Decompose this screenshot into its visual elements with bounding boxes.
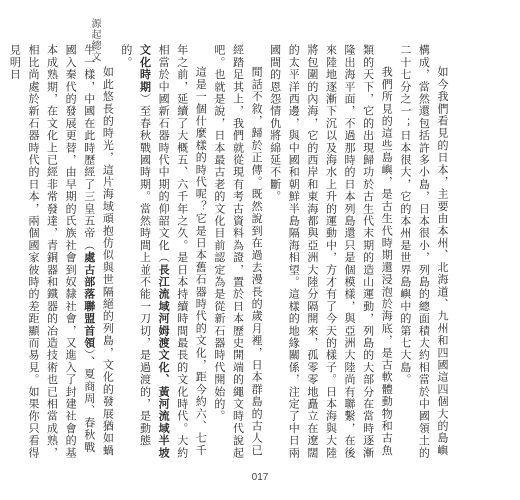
running-head: 源起總文 (89, 18, 100, 62)
paragraph (5, 44, 117, 464)
emphasized-text: 長江流域河姆渡文化、黃河流域半坡文化時期 (138, 44, 171, 459)
emphasized-text: 處古部落聯盟首領 (82, 251, 96, 350)
paragraph-text: 這是一個什麼樣的時代呢？它是日本舊石器時代的文化，距今約六、七千年之前，延續了大概五、六千年之久。是日本持續時間最長的文化時代。大約相當於中國新石器時代中期的仰韶文化（ (157, 44, 208, 459)
paragraph-text: ）至春秋戰國時期。當然時間上並不能一刀切，是過渡的，是動態的。 (119, 44, 152, 447)
paragraph (116, 44, 209, 464)
body-text (8, 44, 451, 464)
paragraph (265, 44, 395, 464)
page-number: 017 (251, 472, 269, 483)
paragraph-text: 如此悠長的時光，這片海域頑抱仿似與世隔絕的列島，文化的發展猶如蝸牛一樣，中國在此時歷經了三皇五帝（ (82, 44, 115, 457)
paragraph-text: 如今我們看見的日本，主要由本州、北海道、九州和四國這四個大的島嶼構成，當然還包括許多小島，日本很小，列島的總面積大約相當於中國領土的二十七分之一；日本很大，它的本州是世界島嶼中的第七大島。 (398, 44, 449, 459)
paragraph (209, 44, 265, 464)
paragraph (395, 44, 451, 464)
paragraph-text: ）、夏商周、春秋戰國入秦代的發展更替，由早期的氏族社會到奴隸社會，又進入了封建社會的基本成熟期，在文化上已經非常發達，青銅器和鐵器的冶造技術也已相當成熟，相比尚處於新石器時代的日本，兩個國家彼時的差距顯而易見。如果你只看得見明日 (8, 44, 96, 459)
paragraph-text: 我們所見的這些島嶼，是古生代時期還浸泡於海底，是古軟體動物和古魚類的天下，它的出現歸功於古生代末期的造山運動，列島的大部分在當時逐漸隆出海平面，不過那時的日本列島還只是個模樣，與亞洲大陸尚有聯繫，在後來陸地逐漸下沉以及海水上升的運動中，方才有了今天的樣子。日本海與大陸將包圍的內海，它的西岸和東海都與亞洲大陸分隔開來，孤零零地矗立在遼闊的太平洋西邊，與中國和朝鮮半島隔海相望。這樣的地緣關係，注定了中日兩國間的恩怨情仇將綿延不斷。 (268, 44, 394, 459)
paragraph-text: 閒話不敘，歸於正傳。既然說到在過去漫長的歲月裡，日本群島的古人已經踏足其上，我們就從現有考古資料為證，置於日本歷史開端的繩文時代說起吧。也就是說，日本最古老的文化目前認定為是從新石器時代開始的。 (212, 44, 264, 459)
